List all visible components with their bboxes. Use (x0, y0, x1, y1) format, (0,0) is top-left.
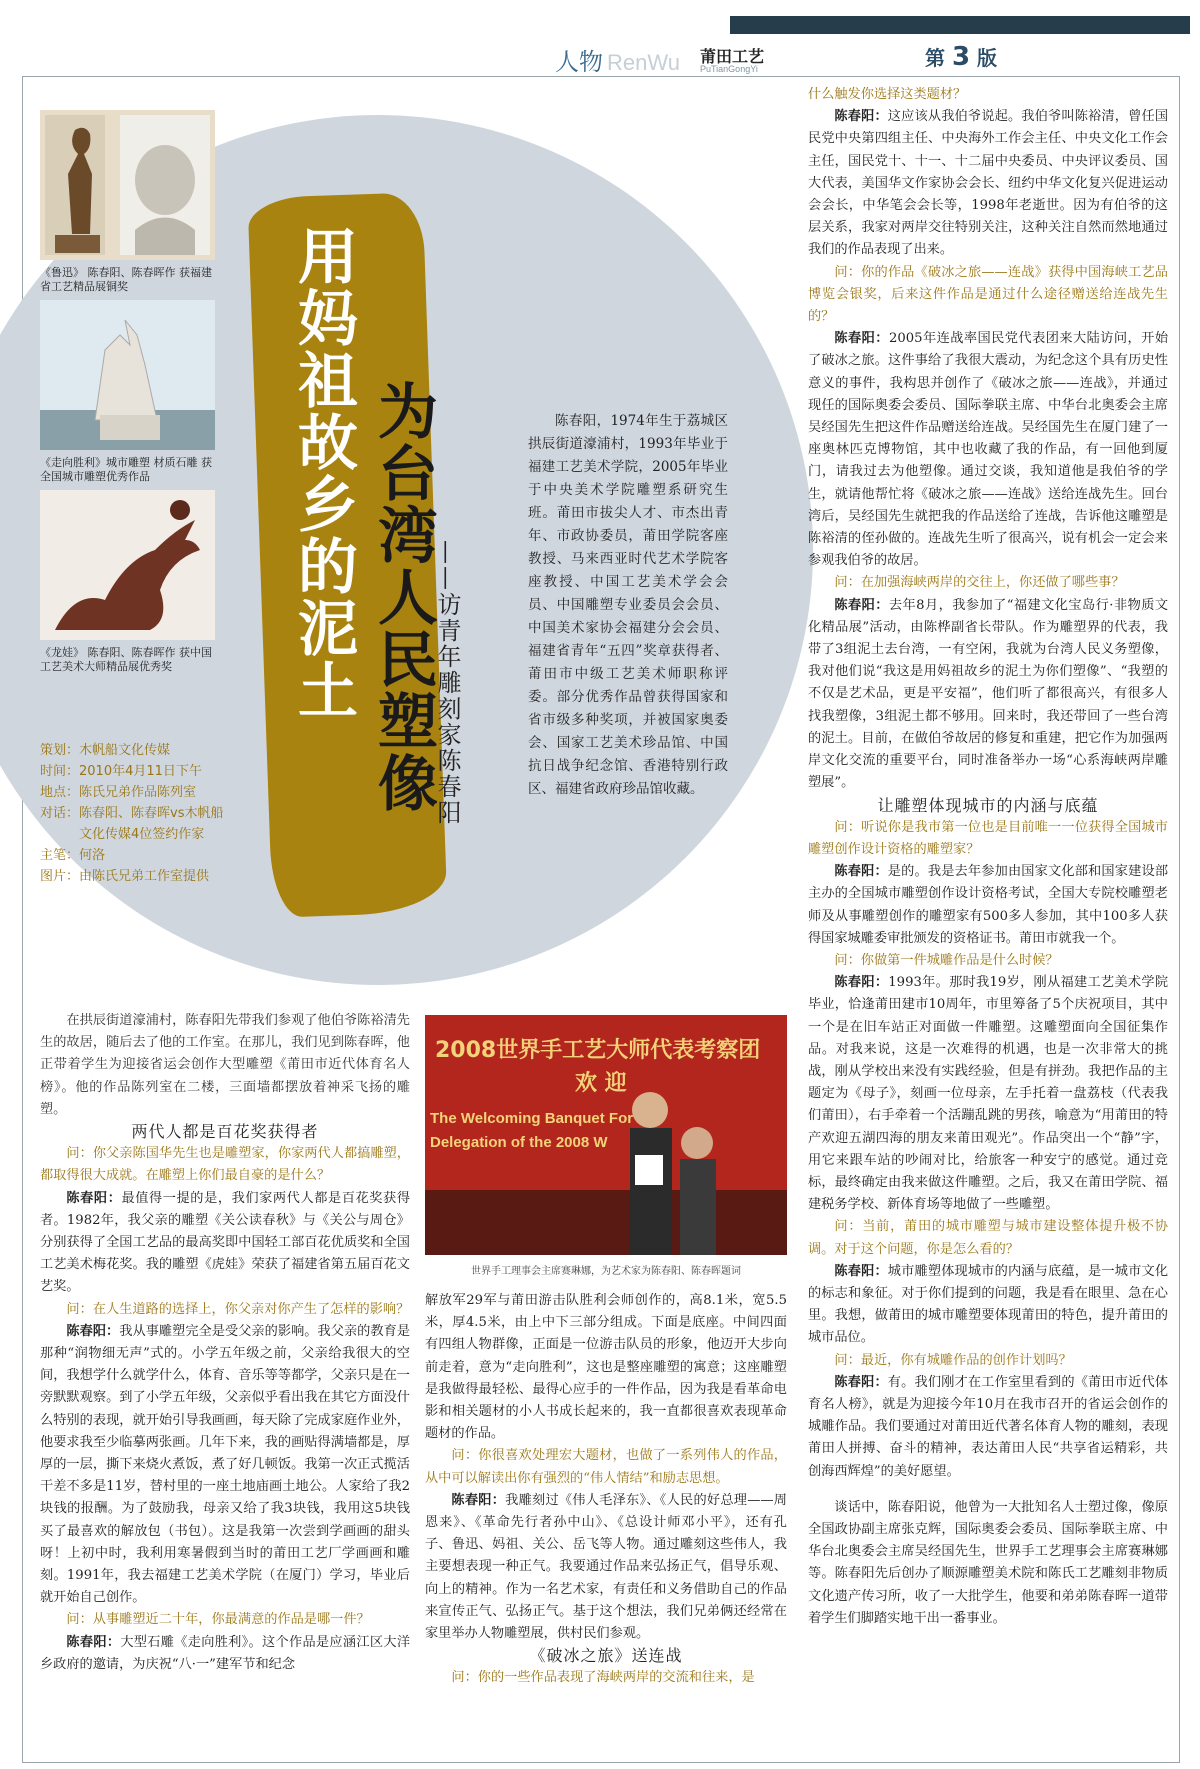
banquet-photo (425, 1015, 787, 1255)
section-heading-2: 《破冰之旅》送连战 (529, 1646, 683, 1666)
title-line-1: 用妈祖故乡的泥土 (288, 225, 358, 721)
zou-xiang-sheng-li-photo (40, 300, 215, 450)
section-heading-1: 两代人都是百花奖获得者 (131, 1122, 319, 1142)
banner-line-2: 欢 迎 (575, 1071, 627, 1096)
subtitle: ——访青年雕刻家陈春阳 (433, 540, 461, 826)
caption-lu-xun: 《鲁迅》 陈春阳、陈春晖作 获福建省工艺精品展铜奖 (40, 266, 212, 293)
caption-long-wa: 《龙娃》 陈春阳、陈春晖作 获中国工艺美术大师精品展优秀奖 (40, 646, 212, 673)
page-number: 第 3 版 (925, 42, 998, 72)
banner-line-4: Delegation of the 2008 W (430, 1134, 608, 1151)
banner-line-3: The Welcoming Banquet For (430, 1110, 634, 1127)
lu-xun-statue-photo (40, 110, 215, 260)
paper-name: 莆田工艺 (700, 47, 765, 66)
middle-column: 解放军29军与莆田游击队胜利会师创作的，高8.1米，宽5.5米，厚4.5米，由上中下三部分组成。下面是底座。中间四面有四组人物群像，正面是一位游击队员的形象，他迈开大步向前走着，意为“走向胜利”，这也是整座雕塑的寓意；这座雕塑是我做得最轻松、最得心应手的一件作品，因为我是看革命电影和相关题材的小人书成长起来的，我一直都很喜欢表现革命题材的作品。 问：你很喜欢处理宏大题材，也做了一系列伟人的作品，从中可以解读出你有强烈的“伟人情结”和励志思想。 陈春阳：我雕刻过《伟人毛泽东》、《人民的好总理——周恩来》、《革命先行者孙中山》、《总设计师邓小平》，还有孔子、鲁迅、妈祖、关公、岳飞等人物。通过雕刻这些伟人，我主要想表现一种正气。我要通过作品来弘扬正气，倡导乐观、向上的精神。作为一名艺术家，有责任和义务借助自己的作品来宣传正气、弘扬正气。基于这个想法，我们兄弟俩还经常在家里举办人物雕塑展，供村民们参观。 《破冰之旅》送连战 问：你的一些作品表现了海峡两岸的交流和往来，是 (425, 1293, 787, 1686)
photo-caption: 世界手工理事会主席赛琳娜，为艺术家为陈春阳、陈春晖题词 (471, 1266, 741, 1277)
section-heading-3: 让雕塑体现城市的内涵与底蕴 (877, 795, 1099, 815)
article-meta: 策划：木帆船文化传媒 时间：2010年4月11日下午 地点：陈氏兄弟作品陈列室 对话：陈春阳、陈春晖vs木帆船 文化传媒4位签约作家 主笔：何洛 图片：由陈氏兄弟工作室提供 (40, 743, 224, 884)
section-title: 人物 RenWu (555, 48, 680, 76)
paper-pinyin: PuTianGongYi (700, 64, 758, 74)
title-line-2: 为台湾人民塑像 (368, 380, 438, 814)
long-wa-photo (40, 490, 215, 640)
right-column: 什么触发你选择这类题材？ 陈春阳：这应该从我伯爷说起。我伯爷叫陈裕清，曾任国民党中央第四组主任、中央海外工作会主任、中央文化工作会主任，国民党十、十一、十二届中央委员、中央评议委员、国大代表，美国华文作家协会会长、纽约中华文化复兴促进运动会会长，中华笔会会长等，1998年老逝世。因为有伯爷的这层关系，我家对两岸交往特别关注，这种关注自然而然地通过我们的作品表现了出来。 问：你的作品《破冰之旅——连战》获得中国海峡工艺品博览会银奖，后来这件作品是通过什么途径赠送给连战先生的？ 陈春阳：2005年连战率国民党代表团来大陆访问，开始了破冰之旅。这件事给了我很大震动，为纪念这个具有历史性意义的事件，我构思并创作了《破冰之旅——连战》，并通过现任的国际奥委会委员、国际拳联主席、中华台北奥委会主席吴经国先生把这件作品赠送给连战。吴经国先生在厦门建了一座奥林匹克博物馆，其中也收藏了我的作品，有一回他到厦门，请我过去为他塑像。通过交谈，我知道他是我伯爷的学生，就请他帮忙将《破冰之旅——连战》送给连战先生。回台湾后，吴经国先生就把我的作品送给了连战，告诉他这雕塑是陈裕清的侄孙做的。连战先生听了很高兴，说有机会一定会来参观我伯爷的故居。 问：在加强海峡两岸的交往上，你还做了哪些事？ 陈春阳：去年8月，我参加了“福建文化宝岛行·非物质文化精品展”活动，由陈桦副省长带队。作为雕塑界的代表，我带了3组泥土去台湾，一有空闲，我就为台湾人民义务塑像，我对他们说“我这是用妈祖故乡的泥土为你们塑像”、“我塑的不仅是艺术品，更是平安福”，他们听了都很高兴，有很多人找我塑像，3组泥土都不够用。回来时，我还带回了一些台湾的泥土。目前，在做伯爷故居的修复和重建，把它作为加强两岸文化交流的重要平台，同时准备举办一场“心系海峡两岸雕塑展”。 让雕塑体现城市的内涵与底蕴 问：听说你是我市第一位也是目前唯一一位获得全国城市雕塑创作设计资格的雕塑家？ 陈春阳：是的。我是去年参加由国家文化部和国家建设部主办的全国城市雕塑创作设计资格考试，全国大专院校雕塑老师及从事雕塑创作的雕塑家有500多人参加，其中100多人获得国家城雕委审批颁发的资格证书。莆田市就我一个。 问：你做第一件城雕作品是什么时候？ 陈春阳：1993年。那时我19岁，刚从福建工艺美术学院毕业，恰逢莆田建市10周年，市里筹备了5个庆祝项目，其中一个是在旧车站正对面做一件雕塑。这雕塑面向全国征集作品。对我来说，这是一次难得的机遇，也是一次非常大的挑战，刚从学校出来没有实践经验，但是有拼劲。我把作品的主题定为《母子》，刻画一位母亲，左手托着一盘荔枝（代表我们莆田），右手牵着一个活蹦乱跳的男孩，喻意为“用莆田的特产欢迎五湖四海的朋友来莆田观光”。作品突出一个“静”字，用它来跟车站的吵闹对比，给旅客一种安宁的感觉。通过竞标，最终确定由我来做这件雕塑。之后，我又在莆田学院、福建税务学校、新体育场等地做了一些雕塑。 问：当前，莆田的城市雕塑与城市建设整体提升极不协调。对于这个问题，你是怎么看的？ 陈春阳：城市雕塑体现城市的内涵与底蕴，是一城市文化的标志和象征。对于你们提到的问题，我是看在眼里、急在心里。我想，做莆田的城市雕塑要体现莆田的特色，提升莆田的城市品位。 问：最近，你有城雕作品的创作计划吗？ 陈春阳：有。我们刚才在工作室里看到的《莆田市近代体育名人榜》，就是为迎接今年10月在我市召开的省运会创作的城雕作品。我们要通过对莆田近代著名体育人物的雕刻，表现莆田人拼搏、奋斗的精神，表达莆田人民“共享省运精彩，共创海西辉煌”的美好愿望。 谈话中，陈春阳说，他曾为一大批知名人士塑过像，像原全国政协副主席张克辉，国际奥委会委员、国际拳联主席、中华台北奥委会主席吴经国先生，世界手工艺理事会主席赛琳娜等。陈春阳先后创办了顺源雕塑美术院和陈氏工艺雕刻非物质文化遗产传习所，收了一大批学生，他要和弟弟陈春晖一道带着学生们脚踏实地干出一番事业。 (808, 87, 1169, 1626)
author-bio: 陈春阳，1974年生于荔城区拱辰街道濠浦村，1993年毕业于福建工艺美术学院，2005年毕业于中央美术学院雕塑系研究生班。莆田市拔尖人才、市杰出青年、市政协委员，莆田学院客座教授、马来西亚时代艺术学院客座教授、中国工艺美术学会会员、中国雕塑专业委员会会员、中国美术家协会福建分会会员、福建省青年“五四”奖章获得者、莆田市中级工艺美术师职称评委。部分优秀作品曾获得国家和省市级多种奖项，并被国家奥委会、国家工艺美术珍品馆、中国抗日战争纪念馆、香港特别行政区、福建省政府珍品馆收藏。 (528, 413, 728, 797)
banner-line-1: 2008世界手工艺大师代表考察团 (435, 1038, 761, 1063)
left-column: 在拱辰街道濠浦村，陈春阳先带我们参观了他伯爷陈裕清先生的故居，随后去了他的工作室。在那儿，我们见到陈春晖，他正带着学生为迎接省运会创作大型雕塑《莆田市近代体育名人榜》。他的作品陈列室在二楼，三面墙都摆放着神采飞扬的雕塑。 两代人都是百花奖获得者 问：你父亲陈国华先生也是雕塑家，你家两代人都搞雕塑，都取得很大成就。在雕塑上你们最自豪的是什么？ 陈春阳：最值得一提的是，我们家两代人都是百花奖获得者。1982年，我父亲的雕塑《关公读春秋》与《关公与周仓》分别获得了全国工艺品的最高奖即中国轻工部百花优质奖和全国工艺美术梅花奖。我的雕塑《虎娃》荣获了福建省第五届百花文艺奖。 问：在人生道路的选择上，你父亲对你产生了怎样的影响？ 陈春阳：我从事雕塑完全是受父亲的影响。我父亲的教育是那种“润物细无声”式的。小学五年级之前，父亲给我很大的空间，我想学什么就学什么，体育、音乐等等都学，父亲只是在一旁默默观察。到了小学五年级，父亲似乎看出我在其它方面没什么特别的表现，就开始引导我画画，每天除了完成家庭作业外，他要求我至少临摹两张画。几年下来，我的画贴得满墙都是，厚厚的一层，撕下来烧火煮饭，煮了好几顿饭。我第一次正式揽活干差不多是11岁，替村里的一座土地庙画土地公。人家给了我2块钱的报酬。为了鼓励我，母亲又给了我3块钱，我用这5块钱买了最喜欢的解放包（书包）。这是我第一次尝到学画画的甜头呀！上初中时，我利用寒暑假到当时的莆田工艺厂学画画和雕刻。1991年，我去福建工艺美术学院（在厦门）学习，毕业后就开始自己创作。 问：从事雕塑近二十年，你最满意的作品是哪一件？ 陈春阳：大型石雕《走向胜利》。这个作品是应涵江区大洋乡政府的邀请，为庆祝“八·一”建军节和纪念 (40, 1013, 411, 1672)
header-bar (730, 16, 1190, 34)
caption-zou-xiang-sheng-li: 《走向胜利》城市雕塑 材质石雕 获全国城市雕塑优秀作品 (40, 456, 212, 483)
